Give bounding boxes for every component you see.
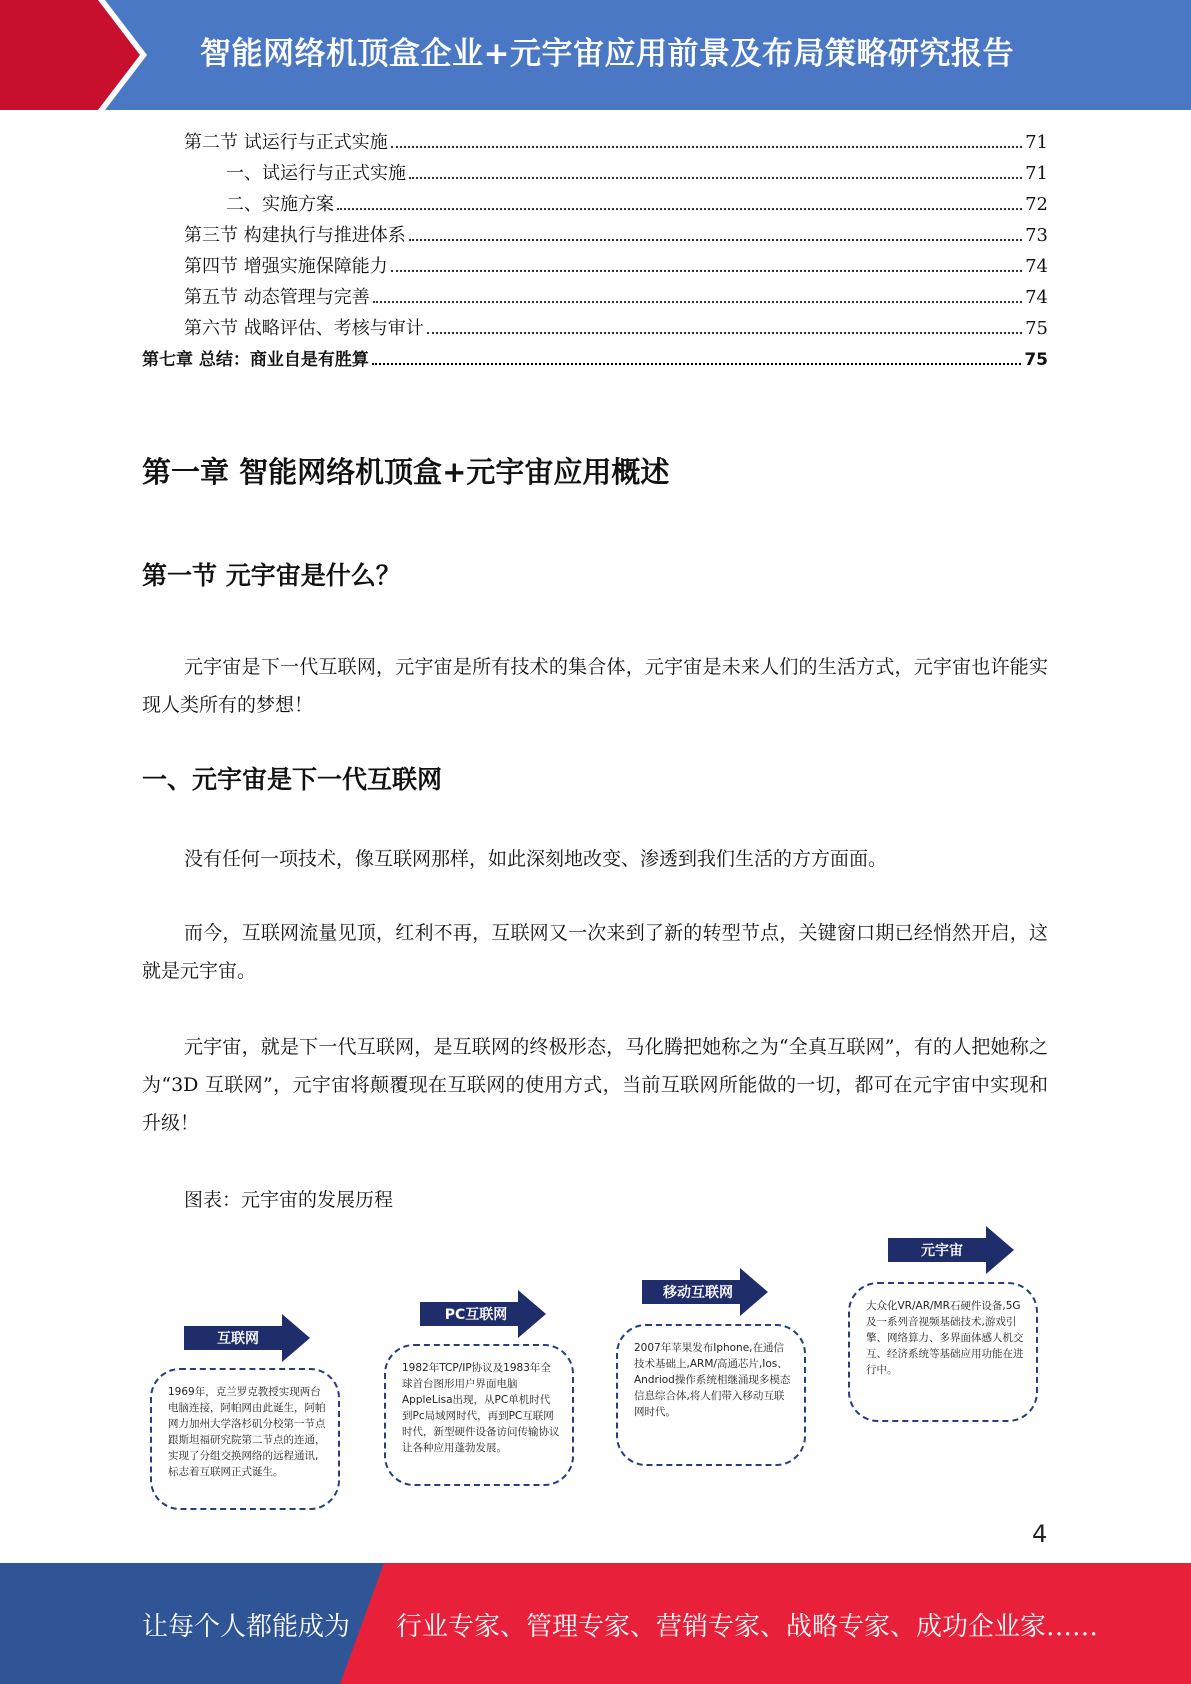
footer-slogan-left: 让每个人都能成为	[142, 1612, 351, 1642]
toc-entry[interactable]	[142, 159, 1048, 190]
toc-entry-page: 73	[1025, 225, 1048, 246]
footer-slogan-right: 行业专家、管理专家、营销专家、战略专家、成功企业家……	[396, 1612, 1099, 1642]
stage-label: PC互联网	[444, 1307, 508, 1323]
toc-chapter-entry[interactable]	[142, 345, 1048, 376]
toc-entry-page: 72	[1025, 194, 1048, 215]
stage-label: 移动互联网	[663, 1285, 733, 1301]
section-title: 第一节 元宇宙是什么？	[142, 561, 401, 590]
toc-leader-dots	[373, 300, 1022, 303]
body-paragraph: 而今，互联网流量见顶，红利不再，互联网又一次来到了新的转型节点，关键窗口期已经悄然开启，这就是元宇宙。	[142, 922, 1048, 982]
toc-entry[interactable]	[142, 252, 1048, 283]
page-header	[0, 0, 1191, 110]
toc-entry[interactable]	[142, 221, 1048, 252]
toc-leader-dots	[409, 238, 1022, 241]
toc-entry-page: 74	[1025, 256, 1048, 277]
toc-leader-dots	[427, 331, 1022, 334]
toc-entry-page: 74	[1025, 287, 1048, 308]
toc-entry[interactable]	[142, 283, 1048, 314]
body-paragraph: 没有任何一项技术，像互联网那样，如此深刻地改变、渗透到我们生活的方方面面。	[184, 848, 888, 870]
intro-paragraph: 元宇宙是下一代互联网，元宇宙是所有技术的集合体，元宇宙是未来人们的生活方式，元宇宙也许能实现人类所有的梦想！	[142, 656, 1048, 716]
chapter-title: 第一章 智能网络机顶盒+元宇宙应用概述	[142, 455, 670, 489]
toc-leader-dots	[337, 207, 1022, 210]
toc-entry[interactable]	[142, 190, 1048, 221]
stage-label: 互联网	[217, 1331, 259, 1347]
toc-entry-label: 第七章 总结：商业自是有胜算	[142, 350, 369, 370]
body-paragraph: 元宇宙，就是下一代互联网，是互联网的终极形态，马化腾把她称之为“全真互联网”，有的人把她称之为“3D 互联网”，元宇宙将颠覆现在互联网的使用方式，当前互联网所能做的一切，都可在元宇宙中实现和升级！	[142, 1036, 1048, 1134]
toc-entry[interactable]	[142, 314, 1048, 345]
stage-description-bubble: 1969年，克兰罗克教授实现两台电脑连接，阿帕网由此诞生，阿帕网力加州大学洛杉矶分校第一节点跟斯坦福研究院第二节点的连通，实现了分组交换网络的远程通讯,标志着互联网正式诞生。	[150, 1368, 340, 1510]
stage-description-bubble: 大众化VR/AR/MR石硬件设备,5G及一系列音视频基础技术,游戏引擎、网络算力、多界面体感人机交互、经济系统等基础应用功能在进行中。	[848, 1282, 1038, 1422]
header-red-chevron	[0, 0, 150, 110]
toc-entry-label: 二、实施方案	[226, 194, 334, 215]
toc-entry-page: 75	[1024, 350, 1048, 370]
toc-entry[interactable]	[142, 128, 1048, 159]
subsection-title: 一、元宇宙是下一代互联网	[142, 765, 443, 794]
toc-entry-page: 71	[1025, 163, 1048, 184]
stage-description-bubble: 2007年苹果发布Iphone,在通信技术基础上,ARM/高通芯片,Ios、Andriod操作系统相继涌现多模态信息综合体,将人们带入移动互联网时代。	[616, 1324, 806, 1466]
stage-label: 元宇宙	[921, 1243, 963, 1259]
toc-entry-label: 第二节 试运行与正式实施	[184, 132, 388, 153]
toc-entry-label: 第四节 增强实施保障能力	[184, 256, 388, 277]
metaverse-timeline-figure	[142, 1222, 1048, 1512]
stage-description-bubble: 1982年TCP/IP协议及1983年全球首台图形用户界面电脑AppleLisa出现，从PC单机时代到Pc局域网时代，再到PC互联网时代，新型硬件设备访问传输协议让各种应用蓬勃发展。	[384, 1344, 574, 1486]
toc-leader-dots	[391, 145, 1022, 148]
toc-entry-page: 71	[1025, 132, 1048, 153]
toc-leader-dots	[391, 269, 1022, 272]
figure-caption: 图表：元宇宙的发展历程	[184, 1189, 394, 1211]
table-of-contents	[142, 128, 1048, 376]
toc-entry-label: 第三节 构建执行与推进体系	[184, 225, 406, 246]
header-title: 智能网络机顶盒企业+元宇宙应用前景及布局策略研究报告	[200, 36, 1014, 72]
toc-leader-dots	[372, 362, 1021, 365]
page-number: 4	[1032, 1520, 1048, 1548]
toc-leader-dots	[409, 176, 1022, 179]
toc-entry-label: 一、试运行与正式实施	[226, 163, 406, 184]
toc-entry-label: 第五节 动态管理与完善	[184, 287, 370, 308]
toc-entry-label: 第六节 战略评估、考核与审计	[184, 318, 424, 339]
toc-entry-page: 75	[1025, 318, 1048, 339]
